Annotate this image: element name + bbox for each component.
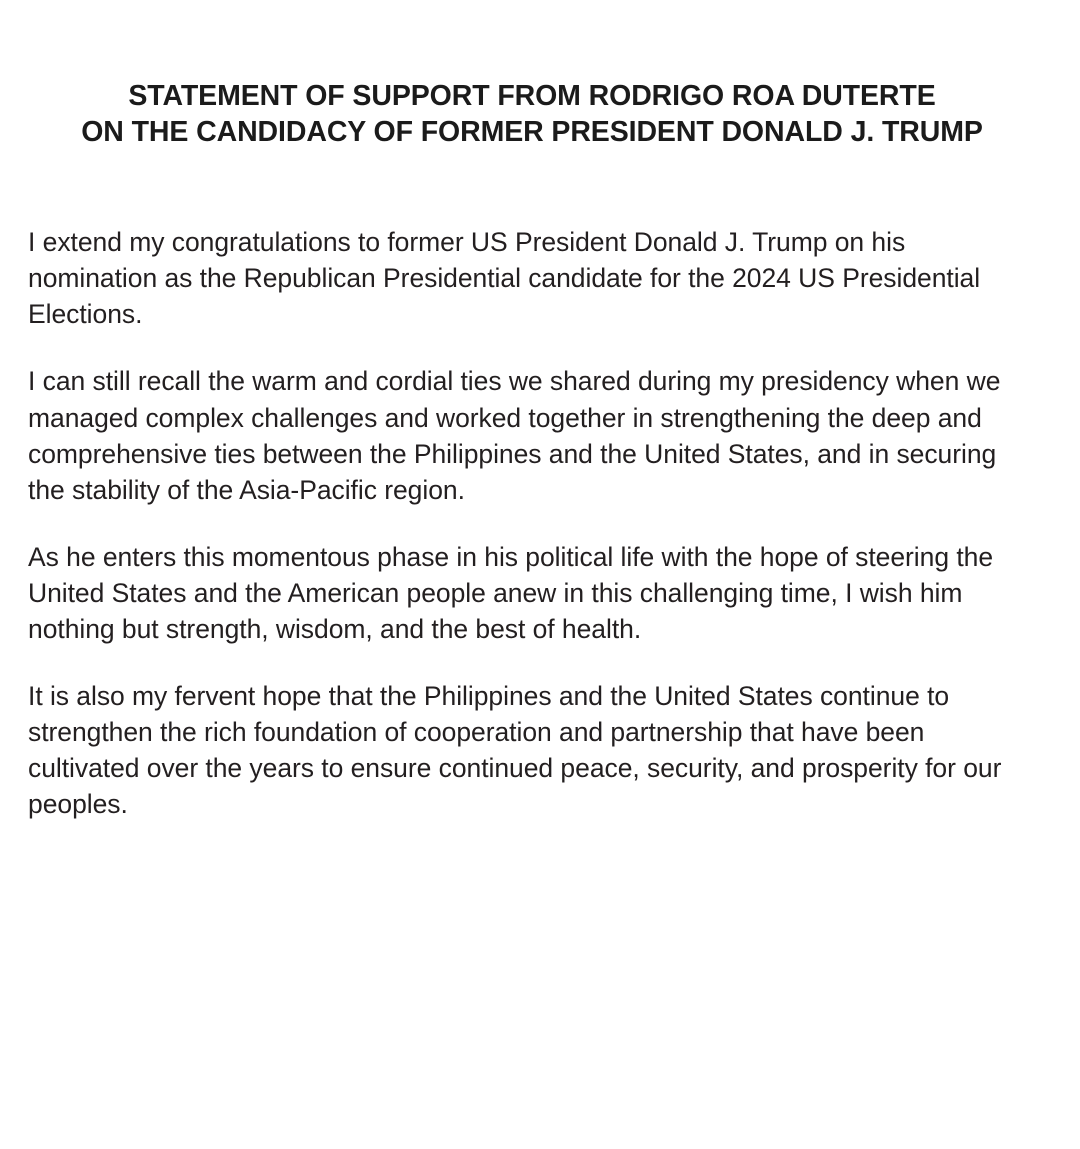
paragraph-2: I can still recall the warm and cordial ties we shared during my presidency when we managed complex challenges and worked together in strengthening the deep and comprehensive ties between the Philippines and the United States, and in securing the stability of the Asia-Pacific region. [28,366,1001,505]
document-body [28,224,1036,821]
paragraph-4: It is also my fervent hope that the Philippines and the United States continue to strengthen the rich foundation of cooperation and partnership that have been cultivated over the years to ensure continued peace, security, and prosperity for our peoples. [28,680,1002,819]
title-line-1: STATEMENT OF SUPPORT FROM RODRIGO ROA DUTERTE [128,80,936,112]
paragraph-1: I extend my congratulations to former US President Donald J. Trump on his nomination as the Republican Presidential candidate for the 2024 US Presidential Elections. [28,227,981,330]
title-line-2: ON THE CANDIDACY OF FORMER PRESIDENT DONALD J. TRUMP [81,116,983,149]
paragraph-3: As he enters this momentous phase in his political life with the hope of steering the United States and the American people anew in this challenging time, I wish him nothing but strength, wisdom, and the best of health. [28,541,994,644]
page-title [28,78,1036,150]
